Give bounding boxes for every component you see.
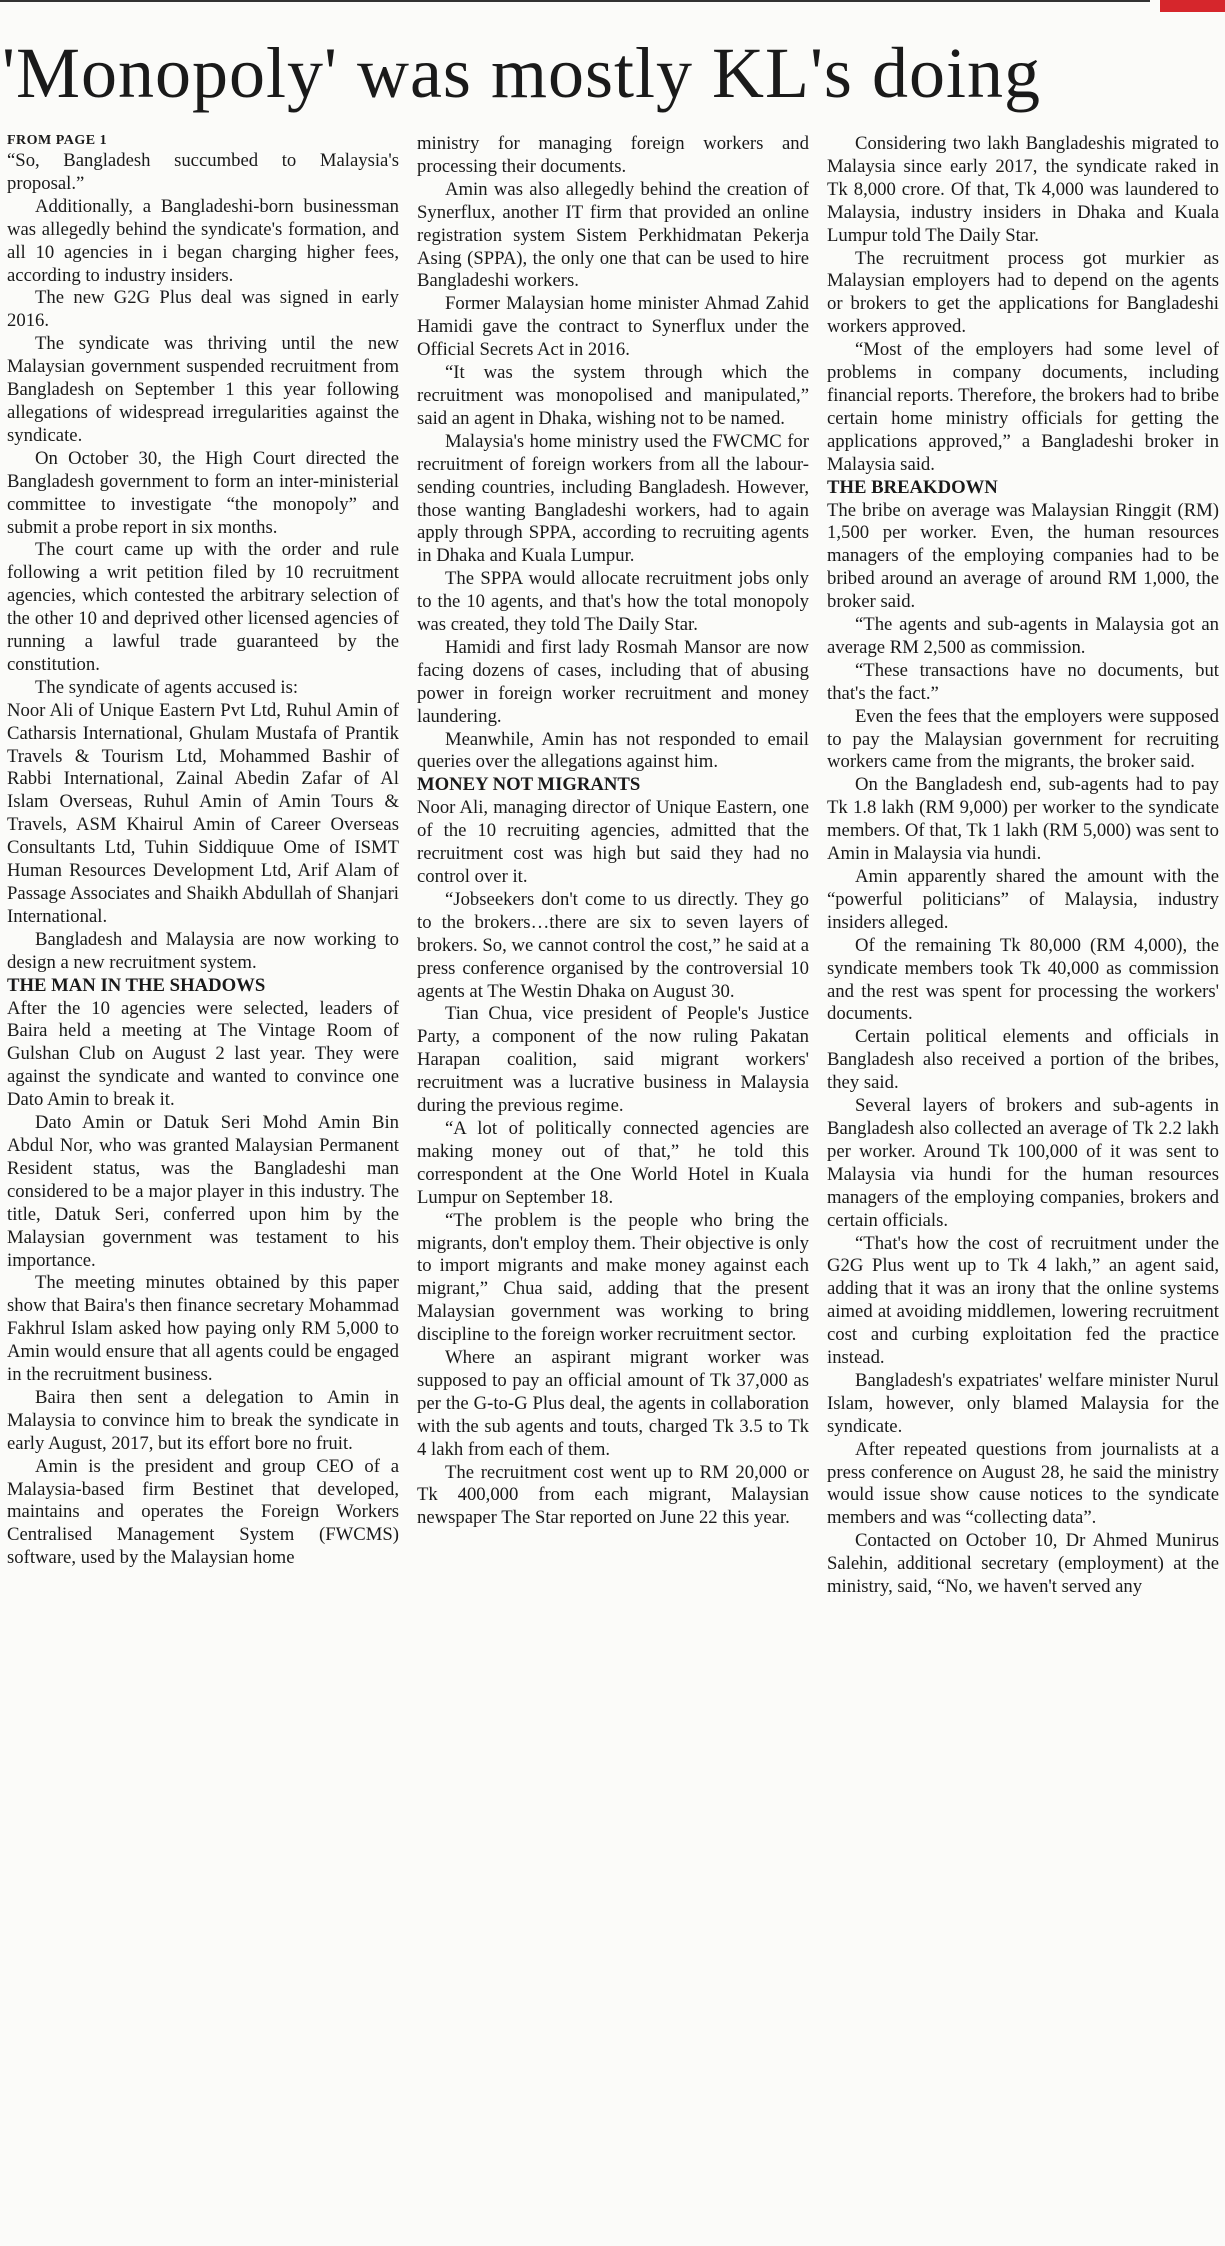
paragraph: Of the remaining Tk 80,000 (RM 4,000), the syndicate members took Tk 40,000 as commission and the rest was spent for processing the workers' documents. — [827, 934, 1219, 1025]
paragraph: “Most of the employers had some level of problems in company documents, including financial reports. Therefore, the brokers had to bribe certain home ministry officials for getting the applications approved,” a Bangladeshi broker in Malaysia said. — [827, 339, 1219, 475]
paragraph: “The agents and sub-agents in Malaysia got an average RM 2,500 as commission. — [827, 614, 1219, 658]
paragraph: “It was the system through which the recruitment was monopolised and manipulated,” said an agent in Dhaka, wishing not to be named. — [417, 362, 809, 429]
paragraph: The new G2G Plus deal was signed in early 2016. — [7, 287, 399, 332]
paragraph: Certain political elements and officials in Bangladesh also received a portion of the bribes, they said. — [827, 1026, 1219, 1094]
column-1 — [7, 133, 399, 2241]
column-2 — [417, 133, 809, 2241]
paragraph: Former Malaysian home minister Ahmad Zahid Hamidi gave the contract to Synerflux under the Official Secrets Act in 2016. — [417, 293, 809, 361]
paragraph: The SPPA would allocate recruitment jobs only to the 10 agents, and that's how the total monopoly was created, they told The Daily Star. — [417, 568, 809, 636]
paragraph: Noor Ali of Unique Eastern Pvt Ltd, Ruhul Amin of Catharsis International, Ghulam Mustafa of Prantik Travels & Tourism Ltd, Mohammed Bashir of Rabbi International, Zainal Abedin Zafar of Al Islam Overseas, Ruhul Amin of Amin Tours & Travels, ASM Khairul Amin of Career Overseas Consultants Ltd, Tuhin Siddiquue Ome of ISMT Human Resources Development Ltd, Arif Alam of Passage Associates and Shaikh Abdullah of Shanjari International. — [7, 699, 399, 927]
subhead: THE BREAKDOWN — [827, 476, 998, 498]
paragraph: “The problem is the people who bring the migrants, don't employ them. Their objective is only to import migrants and make money against each migrant,” Chua said, adding that the present Malaysian government was working to bring discipline to the foreign worker recruitment sector. — [417, 1209, 809, 1346]
paragraph: Bangladesh and Malaysia are now working to design a new recruitment system. — [7, 928, 399, 973]
paragraph: Tian Chua, vice president of People's Justice Party, a component of the now ruling Pakatan Harapan coalition, said migrant workers' recruitment was a lucrative business in Malaysia during the previous regime. — [417, 1003, 809, 1117]
headline: 'Monopoly' was mostly KL's doing — [2, 33, 1041, 113]
subhead: THE MAN IN THE SHADOWS — [7, 974, 266, 996]
paragraph: Baira then sent a delegation to Amin in Malaysia to convince him to break the syndicate in early August, 2017, but its effort bore no fruit. — [7, 1386, 399, 1454]
article-body — [7, 133, 1219, 2241]
paragraph: The meeting minutes obtained by this paper show that Baira's then finance secretary Mohammad Fakhrul Islam asked how paying only RM 5,000 to Amin would ensure that all agents could be engaged in the recruitment business. — [7, 1272, 399, 1386]
paragraph: “That's how the cost of recruitment under the G2G Plus went up to Tk 4 lakh,” an agent said, adding that it was an irony that the online systems aimed at avoiding middlemen, lowering recruitment cost and curbing exploitation fed the practice instead. — [827, 1232, 1219, 1369]
paragraph: On the Bangladesh end, sub-agents had to pay Tk 1.8 lakh (RM 9,000) per worker to the syndicate members. Of that, Tk 1 lakh (RM 5,000) was sent to Amin in Malaysia via hundi. — [827, 774, 1219, 865]
paragraph: The recruitment cost went up to RM 20,000 or Tk 400,000 from each migrant, Malaysian newspaper The Star reported on June 22 this year. — [417, 1461, 809, 1529]
paragraph: Contacted on October 10, Dr Ahmed Munirus Salehin, additional secretary (employment) at the ministry, said, “No, we haven't served any — [827, 1530, 1219, 1598]
paragraph: Additionally, a Bangladeshi-born businessman was allegedly behind the syndicate's formation, and all 10 agencies in i began charging higher fees, according to industry insiders. — [7, 195, 399, 286]
paragraph: The recruitment process got murkier as Malaysian employers had to depend on the agents or brokers to get the applications for Bangladeshi workers approved. — [827, 247, 1219, 338]
paragraph: “A lot of politically connected agencies are making money out of that,” he told this correspondent at the One World Hotel in Kuala Lumpur on September 18. — [417, 1117, 809, 1208]
paragraph: After the 10 agencies were selected, leaders of Baira held a meeting at The Vintage Room of Gulshan Club on August 2 last year. They were against the syndicate and wanted to convince one Dato Amin to break it. — [7, 997, 399, 1111]
paragraph: Even the fees that the employers were supposed to pay the Malaysian government for recruiting workers came from the migrants, the broker said. — [827, 705, 1219, 773]
paragraph: Dato Amin or Datuk Seri Mohd Amin Bin Abdul Nor, who was granted Malaysian Permanent Resident status, was the Bangladeshi man considered to be a major player in this industry. The title, Datuk Seri, conferred upon him by the Malaysian government was testament to his importance. — [7, 1112, 399, 1271]
paragraph: “These transactions have no documents, but that's the fact.” — [827, 659, 1219, 704]
section-tab — [1160, 0, 1225, 12]
paragraph: Noor Ali, managing director of Unique Eastern, one of the 10 recruiting agencies, admitted that the recruitment cost was high but said they had no control over it. — [417, 797, 809, 887]
paragraph: Where an aspirant migrant worker was supposed to pay an official amount of Tk 37,000 as per the G-to-G Plus deal, the agents in collaboration with the sub agents and touts, charged Tk 3.5 to Tk 4 lakh from each of them. — [417, 1347, 809, 1460]
paragraph: Amin apparently shared the amount with the “powerful politicians” of Malaysia, industry insiders alleged. — [827, 866, 1219, 933]
paragraph: ministry for managing foreign workers and processing their documents. — [417, 133, 809, 177]
paragraph: The bribe on average was Malaysian Ringgit (RM) 1,500 per worker. Even, the human resources managers of the employing companies had to be bribed around an average of around RM 1,000, the broker said. — [827, 499, 1219, 613]
paragraph: Several layers of brokers and sub-agents in Bangladesh also collected an average of Tk 2.2 lakh per worker. Around Tk 100,000 of it was sent to Malaysia via hundi for the human resources managers of the employing companies, brokers and certain officials. — [827, 1095, 1219, 1231]
paragraph: Meanwhile, Amin has not responded to email queries over the allegations against him. — [417, 728, 809, 773]
paragraph: Hamidi and first lady Rosmah Mansor are now facing dozens of cases, including that of abusing power in foreign worker recruitment and money laundering. — [417, 636, 809, 727]
paragraph: The court came up with the order and rule following a writ petition filed by 10 recruitment agencies, which contested the arbitrary selection of the other 10 and deprived other licensed agencies of running a lawful trade guaranteed by the constitution. — [7, 539, 399, 675]
subhead: MONEY NOT MIGRANTS — [417, 774, 641, 796]
paragraph: “Jobseekers don't come to us directly. They go to the brokers…there are six to seven layers of brokers. So, we cannot control the cost,” he said at a press conference organised by the controversial 10 agents at The Westin Dhaka on August 30. — [417, 888, 809, 1002]
paragraph: The syndicate of agents accused is: — [35, 676, 299, 698]
paragraph: After repeated questions from journalists at a press conference on August 28, he said the ministry would issue show cause notices to the syndicate members and was “collecting data”. — [827, 1438, 1219, 1529]
paragraph: Malaysia's home ministry used the FWCMC for recruitment of foreign workers from all the labour-sending countries, including Bangladesh. However, those wanting Bangladeshi workers, had to again apply through SPPA, according to recruiting agents in Dhaka and Kuala Lumpur. — [417, 430, 809, 567]
paragraph: “So, Bangladesh succumbed to Malaysia's proposal.” — [7, 150, 399, 194]
column-3 — [827, 133, 1219, 2241]
paragraph: Amin is the president and group CEO of a Malaysia-based firm Bestinet that developed, maintains and operates the Foreign Workers Centralised Management System (FWCMS) software, used by the Malaysian home — [7, 1455, 399, 1569]
paragraph: Considering two lakh Bangladeshis migrated to Malaysia since early 2017, the syndicate raked in Tk 8,000 crore. Of that, Tk 4,000 was laundered to Malaysia, industry insiders in Dhaka and Kuala Lumpur told The Daily Star. — [827, 133, 1219, 246]
paragraph: The syndicate was thriving until the new Malaysian government suspended recruitment from Bangladesh on September 1 this year following allegations of widespread irregularities against the syndicate. — [7, 333, 399, 446]
paragraph: Bangladesh's expatriates' welfare minister Nurul Islam, however, only blamed Malaysia for the syndicate. — [827, 1369, 1219, 1437]
top-rule — [0, 0, 1150, 2]
paragraph: Amin was also allegedly behind the creation of Synerflux, another IT firm that provided an online registration system Sistem Perkhidmatan Pekerja Asing (SPPA), the only one that can be used to hire Bangladeshi workers. — [417, 178, 809, 292]
paragraph: On October 30, the High Court directed the Bangladesh government to form an inter-ministerial committee to investigate “the monopoly” and submit a probe report in six months. — [7, 447, 399, 538]
kicker-from-page: FROM PAGE 1 — [7, 133, 108, 148]
